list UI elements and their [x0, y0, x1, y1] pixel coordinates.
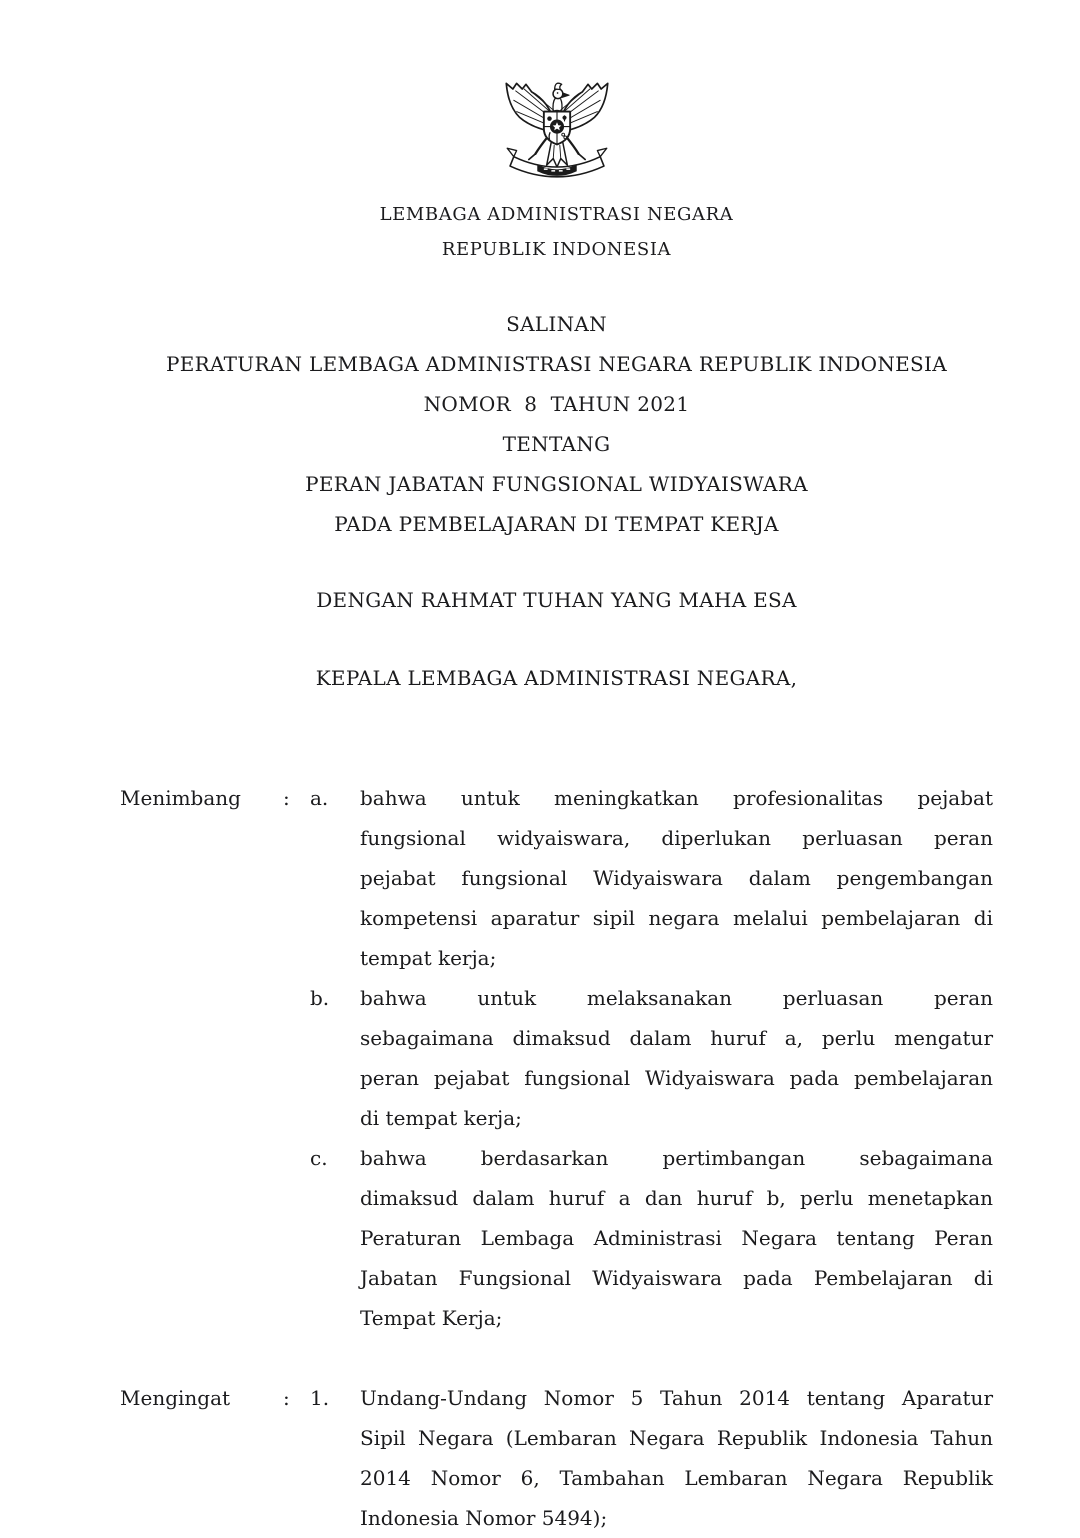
- section-label: Mengingat: [120, 1386, 231, 1410]
- title-line: PADA PEMBELAJARAN DI TEMPAT KERJA: [334, 512, 779, 536]
- text-line: 2014 Nomor 6, Tambahan Lembaran Negara Republik: [360, 1466, 993, 1490]
- item-text: [360, 978, 993, 1138]
- section-colon: :: [283, 786, 290, 810]
- text-line: peran pejabat fungsional Widyaiswara pada pembelajaran: [360, 1066, 993, 1090]
- title-line: TENTANG: [502, 432, 611, 456]
- item-text: [360, 778, 993, 978]
- text-line: tempat kerja;: [360, 946, 497, 970]
- text-line: Jabatan Fungsional Widyaiswara pada Pembelajaran di: [360, 1266, 993, 1290]
- org-header: [104, 197, 1009, 267]
- text-line: di tempat kerja;: [360, 1106, 522, 1130]
- item-marker: c.: [310, 1146, 328, 1170]
- text-line: Tempat Kerja;: [360, 1306, 503, 1330]
- section-menimbang: [120, 778, 993, 1338]
- sections: [120, 778, 993, 1538]
- org-country: REPUBLIK INDONESIA: [441, 239, 672, 260]
- text-line: Undang-Undang Nomor 5 Tahun 2014 tentang Aparatur: [360, 1386, 993, 1410]
- text-line: dimaksud dalam huruf a dan huruf b, perlu menetapkan: [360, 1186, 993, 1210]
- text-line: bahwa berdasarkan pertimbangan sebagaimana: [360, 1146, 993, 1170]
- text-line: kompetensi aparatur sipil negara melalui pembelajaran di: [360, 906, 993, 930]
- item-text: [360, 1378, 993, 1538]
- text-line: Indonesia Nomor 5494);: [360, 1506, 608, 1530]
- title-block: [104, 304, 1009, 544]
- list-item: [310, 1138, 993, 1338]
- org-name: LEMBAGA ADMINISTRASI NEGARA: [379, 204, 734, 225]
- title-line: PERAN JABATAN FUNGSIONAL WIDYAISWARA: [305, 472, 808, 496]
- text-line: Sipil Negara (Lembaran Negara Republik Indonesia Tahun: [360, 1426, 993, 1450]
- list-item: [310, 978, 993, 1138]
- text-line: bahwa untuk meningkatkan profesionalitas pejabat: [360, 786, 993, 810]
- section-mengingat: [120, 1378, 993, 1538]
- text-line: bahwa untuk melaksanakan perluasan peran: [360, 986, 993, 1010]
- invocation-line: DENGAN RAHMAT TUHAN YANG MAHA ESA: [316, 588, 797, 612]
- item-marker: a.: [310, 786, 329, 810]
- title-line: NOMOR 8 TAHUN 2021: [423, 392, 690, 416]
- text-line: fungsional widyaiswara, diperlukan perluasan peran: [360, 826, 993, 850]
- text-line: pejabat fungsional Widyaiswara dalam pengembangan: [360, 866, 993, 890]
- title-line: SALINAN: [506, 312, 607, 336]
- section-label: Menimbang: [120, 786, 241, 810]
- garuda-pancasila-emblem: [500, 74, 614, 198]
- section-items: [310, 778, 993, 1338]
- text-line: sebagaimana dimaksud dalam huruf a, perlu mengatur: [360, 1026, 993, 1050]
- item-text: [360, 1138, 993, 1338]
- item-marker: b.: [310, 986, 330, 1010]
- list-item: [310, 778, 993, 978]
- list-item: [310, 1378, 993, 1538]
- item-marker: 1.: [310, 1386, 330, 1410]
- official-line: KEPALA LEMBAGA ADMINISTRASI NEGARA,: [315, 666, 798, 690]
- text-line: Peraturan Lembaga Administrasi Negara tentang Peran: [360, 1226, 993, 1250]
- section-colon: :: [283, 1386, 290, 1410]
- section-items: [310, 1378, 993, 1538]
- title-line: PERATURAN LEMBAGA ADMINISTRASI NEGARA REPUBLIK INDONESIA: [165, 352, 947, 376]
